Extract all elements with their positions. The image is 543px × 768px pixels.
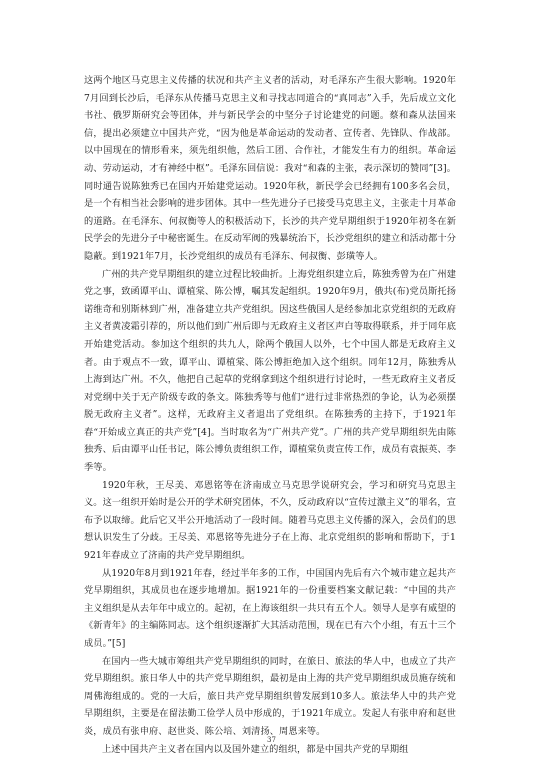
paragraph-1: 这两个地区马克思主义传播的状况和共产主义者的活动，对毛泽东产生很大影响。1920年7月回到长沙后，毛泽东从传播马克思主义和寻找志同道合的“真同志”入手，先后成立文化书社、俄罗斯研究会等团体，并与新民学会的中坚分子讨论建党的问题。蔡和森从法国来信，提出必须建立中国共产党，“因为他是革命运动的发动者、宣传者、先锋队、作战部。以中国现在的情形看来，须先组织他，然后工团、合作社，才能发生有力的组织。革命运动、劳动运动，才有神经中枢”。毛泽东回信说：我对“和森的主张，表示深切的赞同”[3]。同时通告说陈独秀已在国内开始建党运动。1920年秋，新民学会已经拥有100多名会员，是一个有相当社会影响的进步团体。其中一些先进分子已接受马克思主义，主张走十月革命的道路。在毛泽东、何叔衡等人的积极活动下，长沙的共产党早期组织于1920年初冬在新民学会的先进分子中秘密诞生。在反动军阀的残暴统治下，长沙党组织的建立和活动都十分隐蔽。到1921年7月，长沙党组织的成员有毛泽东、何叔衡、彭璜等人。 — [84, 75, 456, 262]
paragraph-4: 从1920年8月到1921年春，经过半年多的工作，中国国内先后有六个城市建立起共产党早期组织，其成员也在逐步地增加。据1921年的一份重要档案文献记载：“中国的共产主义组织是从去年年中成立的。起初，在上海该组织一共只有五个人。领导人是享有威望的《新青年》的主编陈同志。这个组织逐渐扩大其活动范围，现在已有六个小组，有五十三个成员。”[5] — [84, 567, 456, 649]
page-number: 37 — [267, 736, 276, 744]
paragraph-3: 1920年秋，王尽美、邓恩铭等在济南成立马克思学说研究会，学习和研究马克思主义。这一组织开始时是公开的学术研究团体，不久，反动政府以“宣传过激主义”的罪名，宣布予以取缔。此后它又半公开地活动了一段时间。随着马克思主义传播的深入，会员们的思想认识发生了分歧。王尽美、邓恩铭等先进分子在上海、北京党组织的影响和帮助下，于1921年春成立了济南的共产党早期组织。 — [84, 479, 456, 562]
body-text — [84, 72, 456, 758]
paragraph-2: 广州的共产党早期组织的建立过程比较曲折。上海党组织建立后，陈独秀曾为在广州建党之事，致函谭平山、谭植棠、陈公博，嘱其发起组织。1920年9月，俄共(布)党员斯托扬诺维奇和别斯林到广州，准备建立共产党组织。因这些俄国人是经参加北京党组织的无政府主义者黄凌霜引荐的，所以他们到广州后即与无政府主义者区声白等取得联系，并于同年底开始建党活动。参加这个组织的共九人，除两个俄国人以外，七个中国人都是无政府主义者。由于观点不一致，谭平山、谭植棠、陈公博拒绝加入这个组织。同年12月，陈独秀从上海到达广州。不久，他把自己起草的党纲拿到这个组织进行讨论时，一些无政府主义者反对党纲中关于无产阶级专政的条文。陈独秀等与他们“进行过非常热烈的争论，认为必须摆脱无政府主义者”。这样，无政府主义者退出了党组织。在陈独秀的主持下，于1921年春“开始成立真正的共产党”[4]。当时取名为“广州共产党”。广州的共产党早期组织先由陈独秀、后由谭平山任书记，陈公博负责组织工作，谭植棠负责宣传工作，成员有袁振英、李季等。 — [84, 268, 456, 474]
paragraph-5: 在国内一些大城市筹组共产党早期组织的同时，在旅日、旅法的华人中，也成立了共产党早期组织。旅日华人中的共产党早期组织，最初是由上海的共产党早期组织成员施存统和周佛海组成的。党的一大后，旅日共产党早期组织曾发展到10多人。旅法华人中的共产党早期组织，主要是在留法勤工俭学人员中形成的，于1921年成立。发起人有张申府和赵世炎，成员有张申府、赵世炎、陈公培、刘清扬、周恩来等。 — [84, 655, 456, 737]
paragraph-6: 上述中国共产主义者在国内以及国外建立的组织，都是中国共产党的早期组 — [102, 743, 409, 755]
